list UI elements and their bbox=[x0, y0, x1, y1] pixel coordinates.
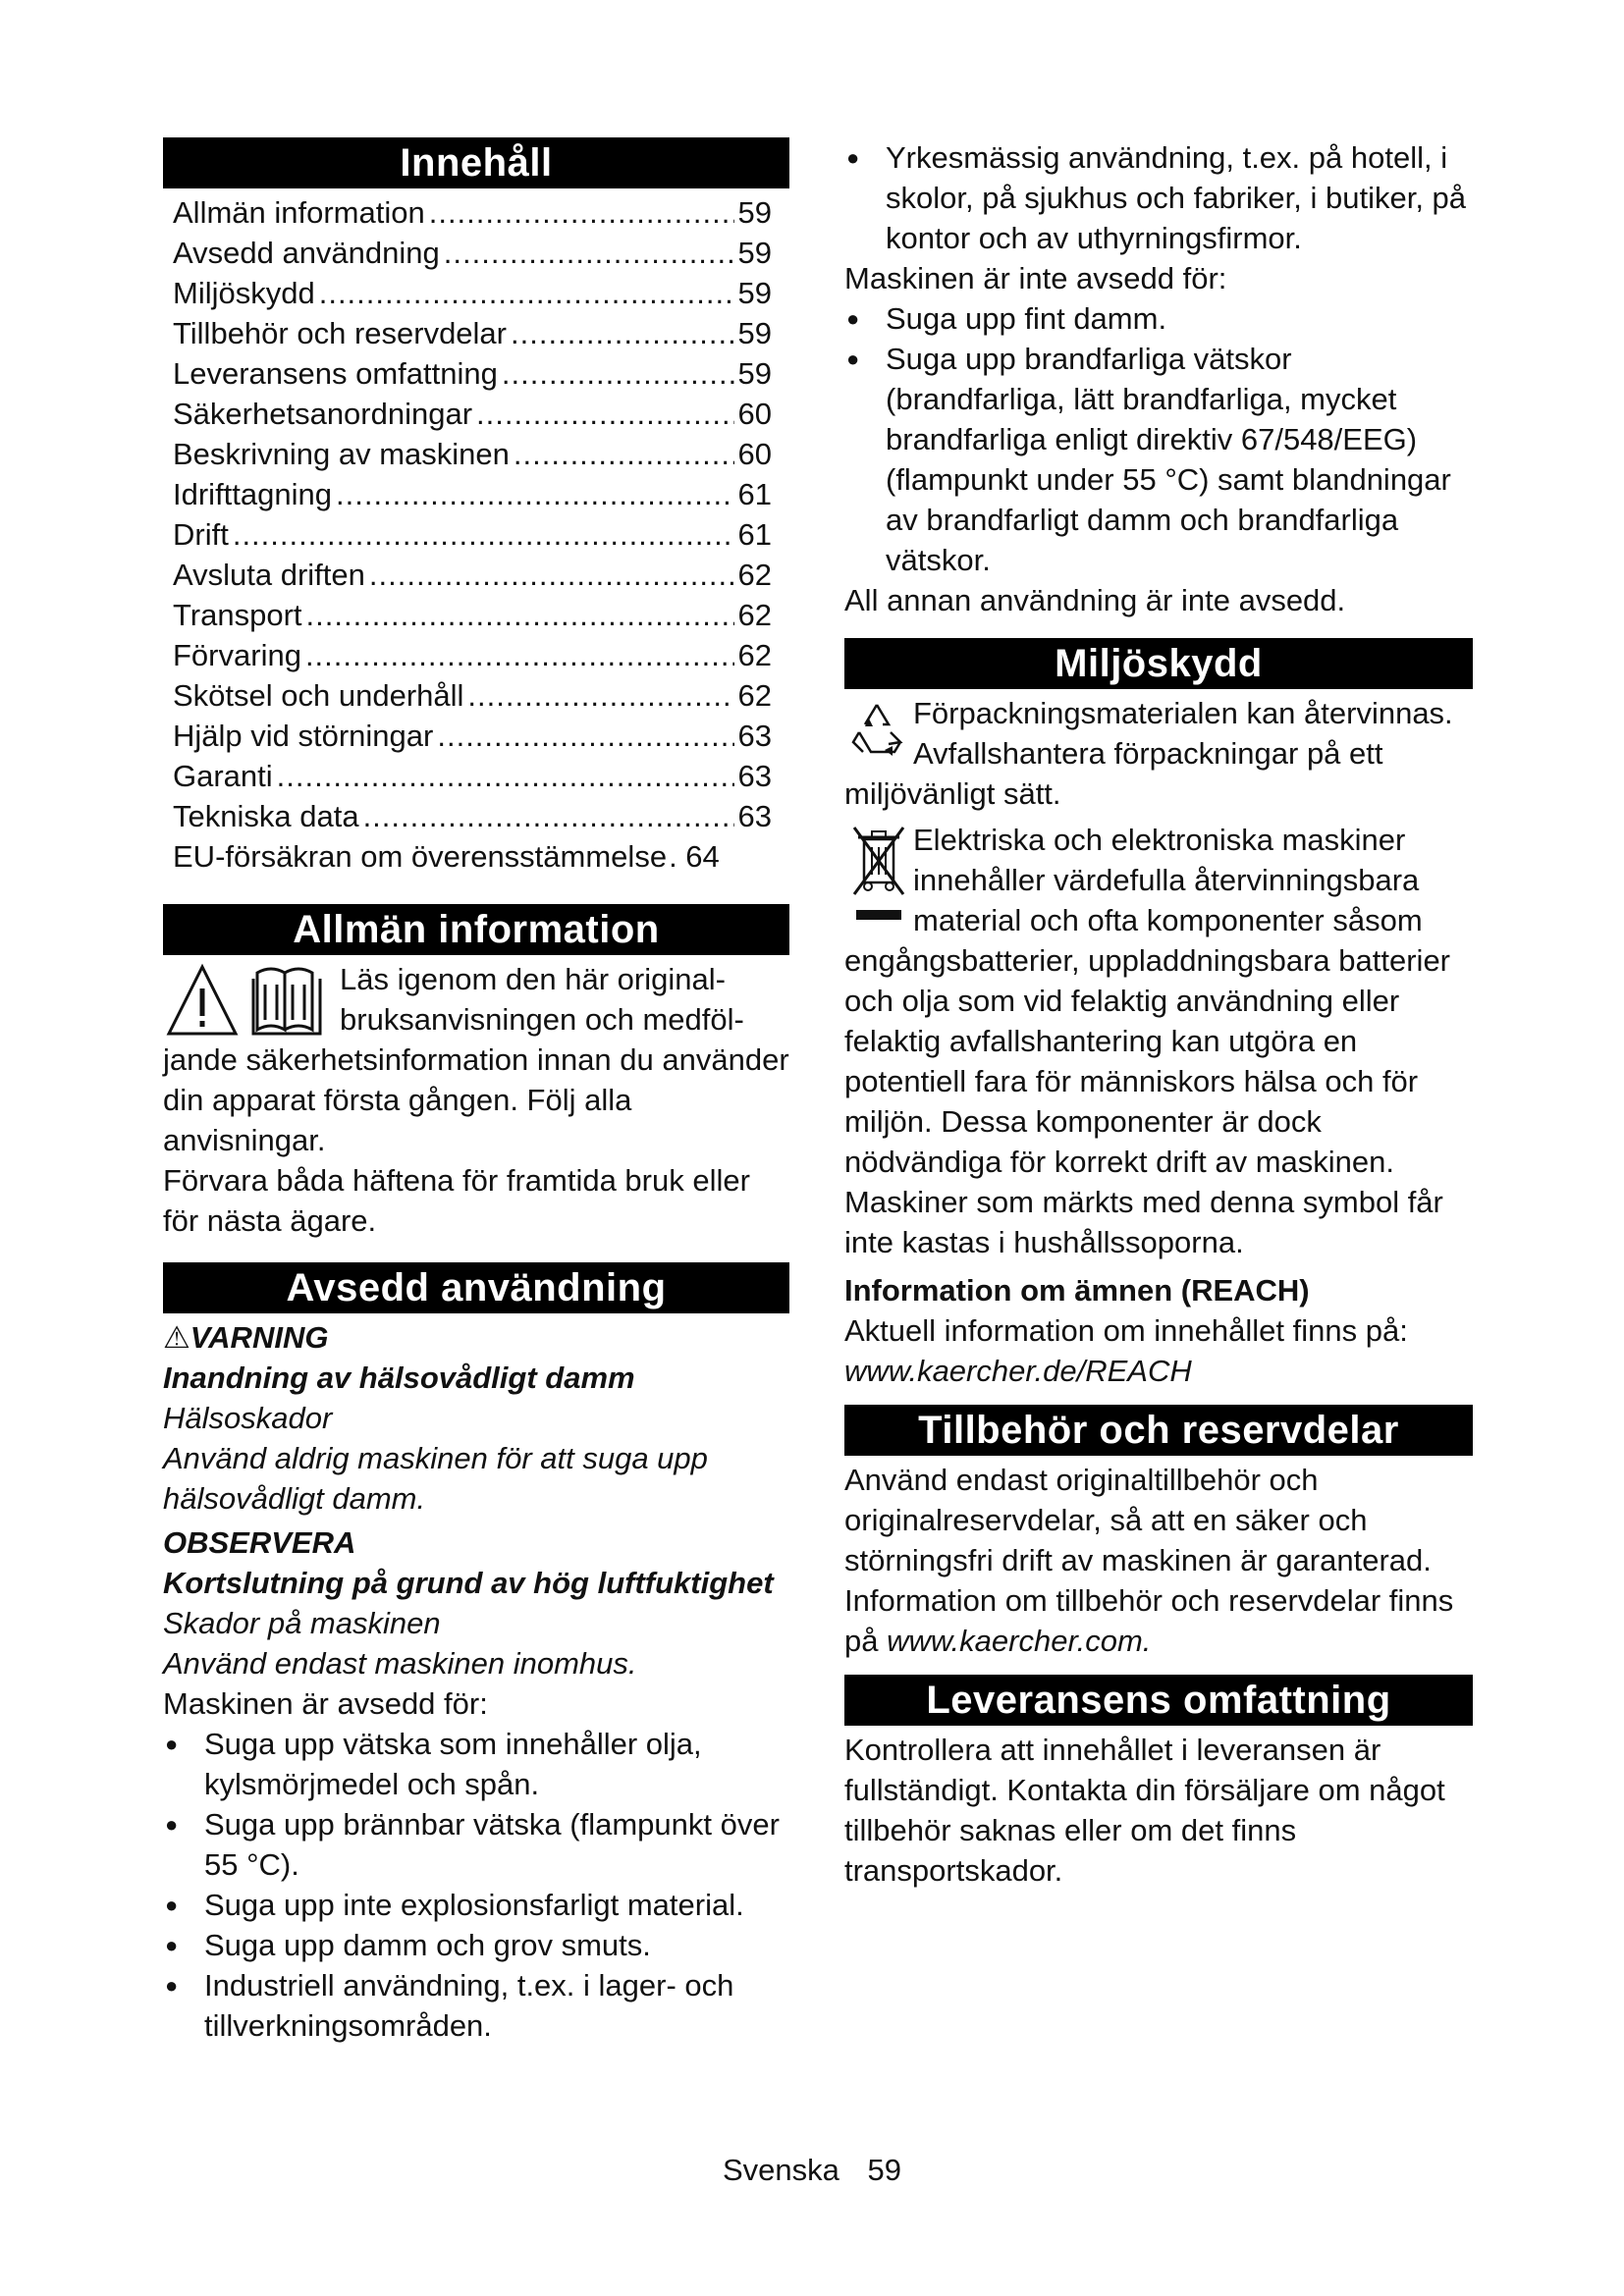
toc-item[interactable]: EU-försäkran om överensstämmelse . 64 bbox=[163, 836, 789, 877]
accessories-text: Använd endast originaltillbehör och originalreservdelar, så att en säker och störningsfri drift av maskinen är garanterad. Information om tillbehör och reservdelar finns på www.kaercher.com. bbox=[844, 1463, 1454, 1658]
toc-last-page: . 64 bbox=[669, 839, 720, 874]
caution-action: Använd endast maskinen inomhus. bbox=[163, 1646, 637, 1681]
toc-item[interactable]: Leveransens omfattning ..... 59 bbox=[163, 353, 789, 394]
crossed-bin-icon bbox=[844, 820, 909, 935]
toc-item[interactable]: Transport ..... 62 bbox=[163, 595, 789, 635]
caution-consequence: Skador på maskinen bbox=[163, 1606, 441, 1640]
list-item: ● Industriell användning, t.ex. i lager- och tillverkningsområden. bbox=[163, 1965, 789, 2046]
not-for-label: Maskinen är inte avsedd för: bbox=[844, 261, 1227, 295]
warning-action: Använd aldrig maskinen för att suga upp hälsovådligt damm. bbox=[163, 1441, 708, 1516]
other-use: All annan användning är inte avsedd. bbox=[844, 583, 1346, 617]
general-keep: Förvara båda häftena för framtida bruk eller för nästa ägare. bbox=[163, 1163, 750, 1238]
warning-label: ⚠VARNING bbox=[163, 1320, 329, 1355]
list-item: ● Suga upp damm och grov smuts. bbox=[163, 1925, 789, 1965]
toc-item[interactable]: Säkerhetsanordningar ..... 60 bbox=[163, 394, 789, 434]
list-item: ● Suga upp brännbar vätska (flampunkt över 55 °C). bbox=[163, 1804, 789, 1885]
recycle-icon bbox=[844, 693, 909, 768]
delivery-heading: Leveransens omfattning bbox=[844, 1675, 1473, 1726]
toc-item[interactable]: Miljöskydd ..... 59 bbox=[163, 273, 789, 313]
footer-page-number: 59 bbox=[867, 2153, 901, 2187]
list-item: ● Suga upp brandfarliga vätskor (brandfarliga, lätt brandfarliga, mycket brandfarliga enligt direktiv 67/548/EEG) (flampunkt under 55 °C) samt blandningar av brandfarligt damm och brandfarliga vätskor. bbox=[844, 339, 1473, 580]
right-column bbox=[844, 137, 1473, 1891]
list-item: ● Suga upp fint damm. bbox=[844, 298, 1473, 339]
toc-item[interactable]: Idrifttagning ..... 61 bbox=[163, 474, 789, 514]
general-heading: Allmän information bbox=[163, 904, 789, 955]
left-column bbox=[163, 137, 789, 2046]
intended-for-list bbox=[163, 1724, 789, 2046]
list-item: ● Suga upp vätska som innehåller olja, kylsmörjmedel och spån. bbox=[163, 1724, 789, 1804]
delivery-text: Kontrollera att innehållet i leveransen är fullständigt. Kontakta din försäljare om något tillbehör saknas eller om det finns transportskador. bbox=[844, 1733, 1445, 1888]
toc-list bbox=[163, 192, 789, 877]
toc-item[interactable]: Allmän information ..... 59 bbox=[163, 192, 789, 233]
toc-item[interactable]: Drift ..... 61 bbox=[163, 514, 789, 555]
caution-label: OBSERVERA bbox=[163, 1525, 356, 1560]
toc-item[interactable]: Skötsel och underhåll ..... 62 bbox=[163, 675, 789, 716]
reach-text: Aktuell information om innehållet finns på: bbox=[844, 1313, 1408, 1348]
accessories-link[interactable]: www.kaercher.com. bbox=[887, 1624, 1152, 1658]
manual-book-icon bbox=[253, 969, 320, 1034]
for-label: Maskinen är avsedd för: bbox=[163, 1686, 488, 1721]
caution-title: Kortslutning på grund av hög luftfuktighet bbox=[163, 1566, 774, 1600]
toc-item[interactable]: Avsluta driften ..... 62 bbox=[163, 555, 789, 595]
toc-item[interactable]: Avsedd användning ..... 59 bbox=[163, 233, 789, 273]
env-weee: Elektriska och elektroniska maskiner innehåller värdefulla återvinningsbara material och ofta komponenter såsom engångsbatterier, uppladdningsbara batterier och olja som vid felaktig användning eller felaktig avfallshantering kan utgöra en potentiell fara för människors hälsa och för miljön. Dessa komponenter är dock nödvändiga för korrekt drift av maskinen. Maskiner som märkts med denna symbol får inte kastas i hushållssoporna. bbox=[844, 820, 1473, 1262]
intended-for-list-cont bbox=[844, 137, 1473, 258]
warning-consequence: Hälsoskador bbox=[163, 1401, 333, 1435]
general-icons bbox=[163, 959, 334, 1040]
toc-item[interactable]: Förvaring ..... 62 bbox=[163, 635, 789, 675]
general-intro: Läs igenom den här original- bruksanvisningen och medföl- jande säkerhetsinformation innan du använder din apparat första gången. Följ alla anvisningar. Förvara båda häftena för framtida bruk eller för nästa ägare. bbox=[163, 959, 789, 1241]
toc-heading: Innehåll bbox=[163, 137, 789, 188]
env-heading: Miljöskydd bbox=[844, 638, 1473, 689]
intended-heading: Avsedd användning bbox=[163, 1262, 789, 1313]
list-item: ● Suga upp inte explosionsfarligt material. bbox=[163, 1885, 789, 1925]
toc-item[interactable]: Tillbehör och reservdelar ..... 59 bbox=[163, 313, 789, 353]
warning-triangle-icon bbox=[163, 959, 334, 1040]
page-footer bbox=[0, 2153, 1624, 2188]
toc-item[interactable]: Tekniska data ..... 63 bbox=[163, 796, 789, 836]
reach-link[interactable]: www.kaercher.de/REACH bbox=[844, 1354, 1192, 1388]
toc-item[interactable]: Garanti ..... 63 bbox=[163, 756, 789, 796]
reach-title: Information om ämnen (REACH) bbox=[844, 1273, 1310, 1308]
env-recycle: Förpackningsmaterialen kan återvinnas. Avfallshantera förpackningar på ett miljövänligt sätt. bbox=[844, 693, 1473, 814]
warning-title: Inandning av hälsovådligt damm bbox=[163, 1361, 635, 1395]
footer-language: Svenska bbox=[722, 2153, 839, 2187]
intended-not-for-list bbox=[844, 298, 1473, 580]
toc-item[interactable]: Hjälp vid störningar ..... 63 bbox=[163, 716, 789, 756]
accessories-heading: Tillbehör och reservdelar bbox=[844, 1405, 1473, 1456]
list-item: ● Yrkesmässig användning, t.ex. på hotell, i skolor, på sjukhus och fabriker, i butiker, på kontor och av uthyrningsfirmor. bbox=[844, 137, 1473, 258]
toc-item[interactable]: Beskrivning av maskinen ..... 60 bbox=[163, 434, 789, 474]
